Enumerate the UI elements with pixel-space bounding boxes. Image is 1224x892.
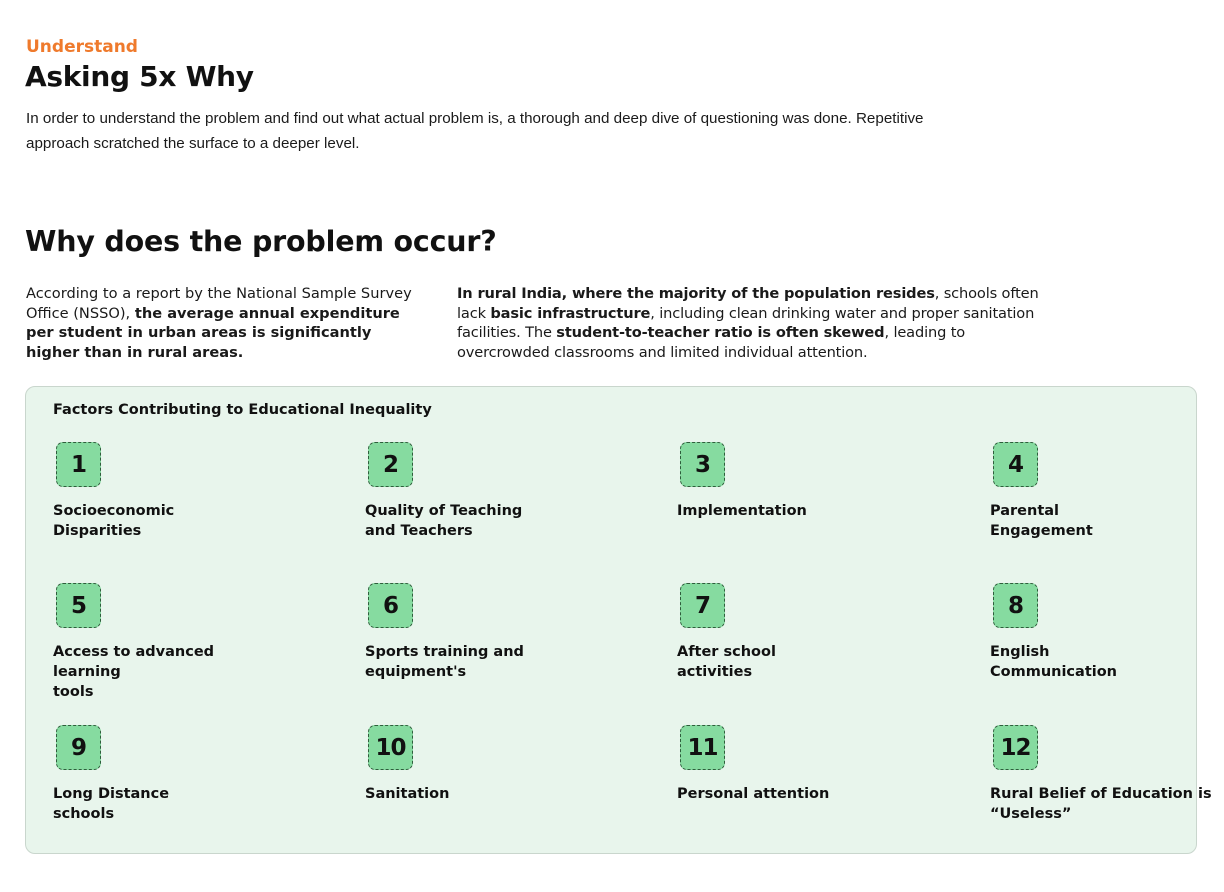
emphasis-text: basic infrastructure (490, 304, 651, 322)
factor-number-badge: 2 (368, 442, 413, 487)
factor-label: Quality of Teaching and Teachers (365, 503, 523, 539)
factor-label: Implementation (677, 503, 807, 519)
emphasis-text: the average annual expenditure per student in urban areas is significantly higher than in rural areas. (26, 304, 400, 362)
factor-label: Sports training and equipment's (365, 644, 524, 680)
factor-number-badge: 4 (993, 442, 1038, 487)
factor-label: Socioeconomic Disparities (53, 503, 175, 539)
factor-number-badge: 8 (993, 583, 1038, 628)
body-text: , including clean drinking water and proper sanitation facilities. The (457, 304, 1035, 342)
factor-label: Parental Engagement (990, 503, 1093, 539)
factor-number-badge: 12 (993, 725, 1038, 770)
factor-label: After school activities (677, 644, 776, 680)
factor-number-badge: 3 (680, 442, 725, 487)
section-title: Why does the problem occur? (25, 225, 497, 258)
rural-india-paragraph (457, 284, 1047, 363)
factor-label: Personal attention (677, 786, 830, 802)
factor-number-badge: 9 (56, 725, 101, 770)
factor-label: Rural Belief of Education is “Useless” (990, 786, 1212, 822)
factor-label: Sanitation (365, 786, 450, 802)
factor-number-badge: 10 (368, 725, 413, 770)
factor-label: Access to advanced learning tools (53, 644, 215, 700)
factor-label: Long Distance schools (53, 786, 170, 822)
body-text: According to a report by the National Sample Survey Office (NSSO), (26, 285, 412, 322)
nsso-paragraph (26, 284, 426, 363)
factor-number-badge: 5 (56, 583, 101, 628)
factor-number-badge: 11 (680, 725, 725, 770)
factor-number-badge: 1 (56, 442, 101, 487)
factors-panel-title: Factors Contributing to Educational Inequality (53, 402, 432, 418)
emphasis-text: In rural India, where the majority of the population resides (457, 285, 935, 302)
body-text: , leading to overcrowded classrooms and limited individual attention. (457, 324, 966, 362)
factor-number-badge: 6 (368, 583, 413, 628)
section-eyebrow: Understand (26, 37, 138, 57)
factor-label: English Communication (990, 644, 1118, 680)
factors-panel (25, 386, 1212, 854)
page-title: Asking 5x Why (25, 60, 254, 93)
emphasis-text: student-to-teacher ratio is often skewed (556, 324, 885, 342)
intro-paragraph: In order to understand the problem and find out what actual problem is, a thorough and deep dive of questioning was done. Repetitive approach scratched the surface to a deeper level. (26, 110, 924, 152)
body-text: , schools often lack (457, 285, 1039, 322)
factor-number-badge: 7 (680, 583, 725, 628)
